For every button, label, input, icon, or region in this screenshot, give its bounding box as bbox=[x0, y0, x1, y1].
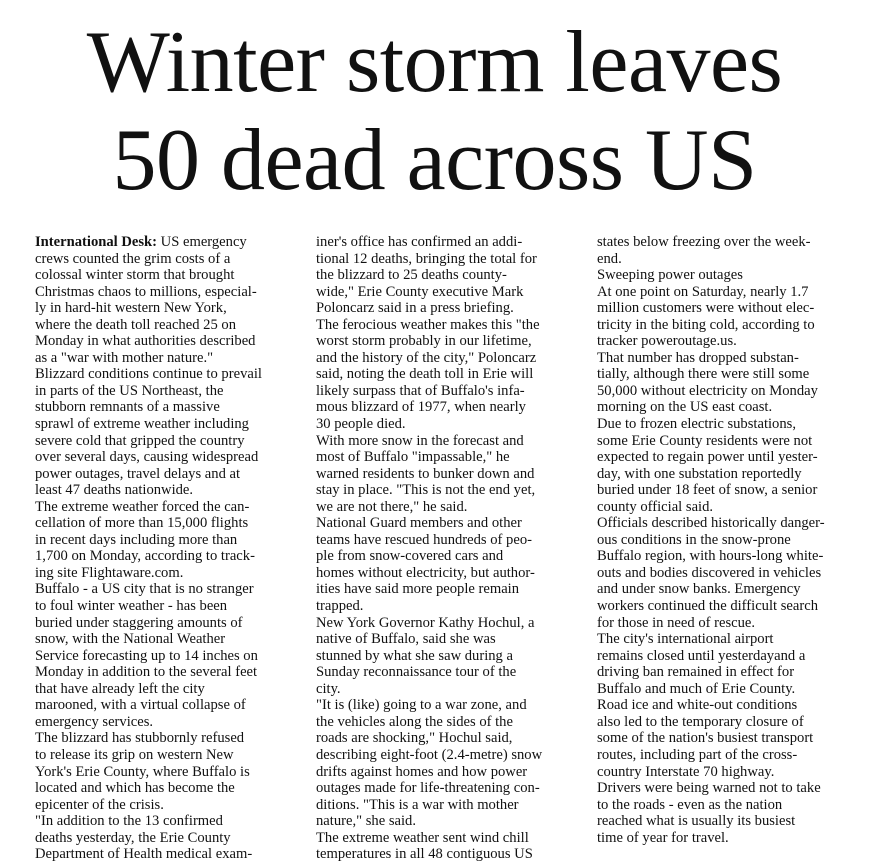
article-line: to release its grip on western New bbox=[35, 746, 234, 763]
article-line: sprawl of extreme weather including bbox=[35, 416, 249, 433]
article-line: drifts against homes and how power bbox=[316, 763, 528, 780]
article-line: Service forecasting up to 14 inches on bbox=[35, 647, 258, 664]
article-line: the vehicles along the sides of the bbox=[316, 713, 513, 730]
article-line: trapped. bbox=[316, 598, 364, 615]
article-line: The extreme weather forced the can- bbox=[35, 498, 250, 515]
article-line: That number has dropped substan- bbox=[597, 349, 799, 366]
article-line: to the roads - even as the nation bbox=[597, 796, 783, 813]
article-line: Due to frozen electric substations, bbox=[597, 416, 796, 433]
article-line: stunned by what she saw during a bbox=[316, 647, 513, 664]
article-line: Road ice and white-out conditions bbox=[597, 697, 798, 714]
article-line: million customers were without elec- bbox=[597, 300, 815, 317]
article-line: ple from snow-covered cars and bbox=[316, 548, 504, 565]
article-line: "In addition to the 13 confirmed bbox=[35, 813, 223, 830]
article-line: emergency services. bbox=[35, 713, 154, 730]
article-line: 1,700 on Monday, according to track- bbox=[35, 548, 255, 565]
article-line: Officials described historically danger- bbox=[597, 515, 825, 532]
article-line: iner's office has confirmed an addi- bbox=[316, 234, 523, 250]
article-line: as a "war with mother nature." bbox=[35, 349, 214, 366]
article-line: ly in hard-hit western New York, bbox=[35, 300, 227, 317]
article-line: native of Buffalo, said she was bbox=[316, 631, 496, 648]
article-line: remains closed until yesterdayand a bbox=[597, 647, 806, 664]
headline bbox=[0, 14, 869, 210]
article-line: most of Buffalo "impassable," he bbox=[316, 449, 510, 466]
article-line: where the death toll reached 25 on bbox=[35, 316, 236, 333]
article-line: some Erie County residents were not bbox=[597, 432, 813, 449]
article-line: routes, including part of the cross- bbox=[597, 746, 798, 763]
article-line: Poloncarz said in a press briefing. bbox=[316, 300, 514, 317]
article-line: ous conditions in the snow-prone bbox=[597, 531, 791, 548]
article-line: describing eight-foot (2.4-metre) snow bbox=[316, 746, 543, 763]
article-line: colossal winter storm that brought bbox=[35, 267, 235, 284]
headline-line-1: Winter storm leaves bbox=[86, 14, 783, 111]
article-line: outs and bodies discovered in vehicles bbox=[597, 564, 822, 581]
article-line: Buffalo - a US city that is no stranger bbox=[35, 581, 254, 598]
article-line: in parts of the US Northeast, the bbox=[35, 382, 224, 399]
article-line: warned residents to bunker down and bbox=[316, 465, 535, 482]
article-line: Buffalo region, with hours-long white- bbox=[597, 548, 824, 565]
article-line: outages made for life-threatening con- bbox=[316, 780, 540, 797]
article-line: The city's international airport bbox=[597, 631, 774, 648]
article-line: crews counted the grim costs of a bbox=[35, 250, 231, 267]
article-line: "It is (like) going to a war zone, and bbox=[316, 697, 527, 714]
article-line: Sunday reconnaissance tour of the bbox=[316, 664, 517, 681]
article-line: end. bbox=[597, 250, 622, 267]
article-line: for those in need of rescue. bbox=[597, 614, 756, 631]
article-line: Blizzard conditions continue to prevail bbox=[35, 366, 262, 383]
article-line: The extreme weather sent wind chill bbox=[316, 829, 529, 846]
article-line: ditions. "This is a war with mother bbox=[316, 796, 519, 813]
article-line: York's Erie County, where Buffalo is bbox=[35, 763, 250, 780]
article-line: tially, although there were still some bbox=[597, 366, 810, 383]
article-line: likely surpass that of Buffalo's infa- bbox=[316, 382, 525, 399]
article-line: that have already left the city bbox=[35, 680, 205, 697]
article-line: the blizzard to 25 deaths county- bbox=[316, 267, 507, 284]
article-line: said, noting the death toll in Erie will bbox=[316, 366, 534, 383]
article-line: morning on the US east coast. bbox=[597, 399, 773, 416]
article-line: and under snow banks. Emergency bbox=[597, 581, 801, 598]
article-line: At one point on Saturday, nearly 1.7 bbox=[597, 283, 809, 300]
article-line: deaths yesterday, the Erie County bbox=[35, 829, 231, 846]
headline-line-2: 50 dead across US bbox=[112, 112, 757, 209]
article-line: also led to the temporary closure of bbox=[597, 713, 804, 730]
article-line: National Guard members and other bbox=[316, 515, 522, 532]
article-line: city. bbox=[316, 680, 341, 697]
article-line: stubborn remnants of a massive bbox=[35, 399, 220, 416]
article-line: day, with one substation reportedly bbox=[597, 465, 802, 482]
article-line: least 47 deaths nationwide. bbox=[35, 482, 194, 499]
article-line: and the history of the city," Poloncarz bbox=[316, 349, 537, 366]
article-line: ing site Flightaware.com. bbox=[35, 564, 184, 581]
article-line: worst storm probably in our lifetime, bbox=[316, 333, 532, 350]
article-line: Monday in what authorities described bbox=[35, 333, 256, 350]
article-line: With more snow in the forecast and bbox=[316, 432, 524, 449]
article-column-1 bbox=[35, 234, 305, 863]
article-line: cellation of more than 15,000 flights bbox=[35, 515, 249, 532]
article-line: 30 people died. bbox=[316, 416, 406, 433]
article-line: wide," Erie County executive Mark bbox=[316, 283, 524, 300]
article-line: Sweeping power outages bbox=[597, 267, 743, 284]
article-line: Drivers were being warned not to take bbox=[597, 780, 821, 797]
article-line: expected to regain power until yester- bbox=[597, 449, 818, 466]
article-line: county official said. bbox=[597, 498, 714, 515]
article-column-3 bbox=[597, 234, 867, 846]
article-line: The ferocious weather makes this "the bbox=[316, 316, 540, 333]
article-line: Monday in addition to the several feet bbox=[35, 664, 258, 681]
article-line-text: US emergency bbox=[157, 234, 247, 250]
article-line: buried under staggering amounts of bbox=[35, 614, 243, 631]
article-line: located and which has become the bbox=[35, 780, 235, 797]
article-line: country Interstate 70 highway. bbox=[597, 763, 775, 780]
article-line: epicenter of the crisis. bbox=[35, 796, 164, 813]
article-line: driving ban remained in effect for bbox=[597, 664, 795, 681]
article-line bbox=[35, 234, 305, 251]
article-line: The blizzard has stubbornly refused bbox=[35, 730, 245, 747]
article-line: 50,000 without electricity on Monday bbox=[597, 382, 818, 399]
article-line: time of year for travel. bbox=[597, 829, 729, 846]
article-line: buried under 18 feet of snow, a senior bbox=[597, 482, 818, 499]
article-line: teams have rescued hundreds of peo- bbox=[316, 531, 532, 548]
article-line: Christmas chaos to millions, especial- bbox=[35, 283, 257, 300]
article-line: ities have said more people remain bbox=[316, 581, 520, 598]
article-line: mous blizzard of 1977, when nearly bbox=[316, 399, 526, 416]
dateline: International Desk: bbox=[35, 234, 158, 250]
article-line: New York Governor Kathy Hochul, a bbox=[316, 614, 535, 631]
article-line: Buffalo and much of Erie County. bbox=[597, 680, 796, 697]
article-line: temperatures in all 48 contiguous US bbox=[316, 846, 533, 863]
article-line: marooned, with a virtual collapse of bbox=[35, 697, 246, 714]
article-line: workers continued the difficult search bbox=[597, 598, 818, 615]
article-line: states below freezing over the week- bbox=[597, 234, 811, 250]
article-line: tracker poweroutage.us. bbox=[597, 333, 737, 350]
article-line: reached what is usually its busiest bbox=[597, 813, 796, 830]
article-column-2 bbox=[316, 234, 586, 863]
article-line: in recent days including more than bbox=[35, 531, 238, 548]
article-line: some of the nation's busiest transport bbox=[597, 730, 814, 747]
article-line: stay in place. "This is not the end yet, bbox=[316, 482, 536, 499]
article-line: Department of Health medical exam- bbox=[35, 846, 253, 863]
article-line: snow, with the National Weather bbox=[35, 631, 226, 648]
article-line: to foul winter weather - has been bbox=[35, 598, 228, 615]
article-line: we are not there," he said. bbox=[316, 498, 468, 515]
article-line: roads are shocking," Hochul said, bbox=[316, 730, 513, 747]
article-line: severe cold that gripped the country bbox=[35, 432, 245, 449]
article-line: over several days, causing widespread bbox=[35, 449, 259, 466]
article-line: tional 12 deaths, bringing the total for bbox=[316, 250, 537, 267]
article-line: homes without electricity, but author- bbox=[316, 564, 535, 581]
article-line: tricity in the biting cold, according to bbox=[597, 316, 815, 333]
article-line: power outages, travel delays and at bbox=[35, 465, 241, 482]
article-line: nature," she said. bbox=[316, 813, 416, 830]
